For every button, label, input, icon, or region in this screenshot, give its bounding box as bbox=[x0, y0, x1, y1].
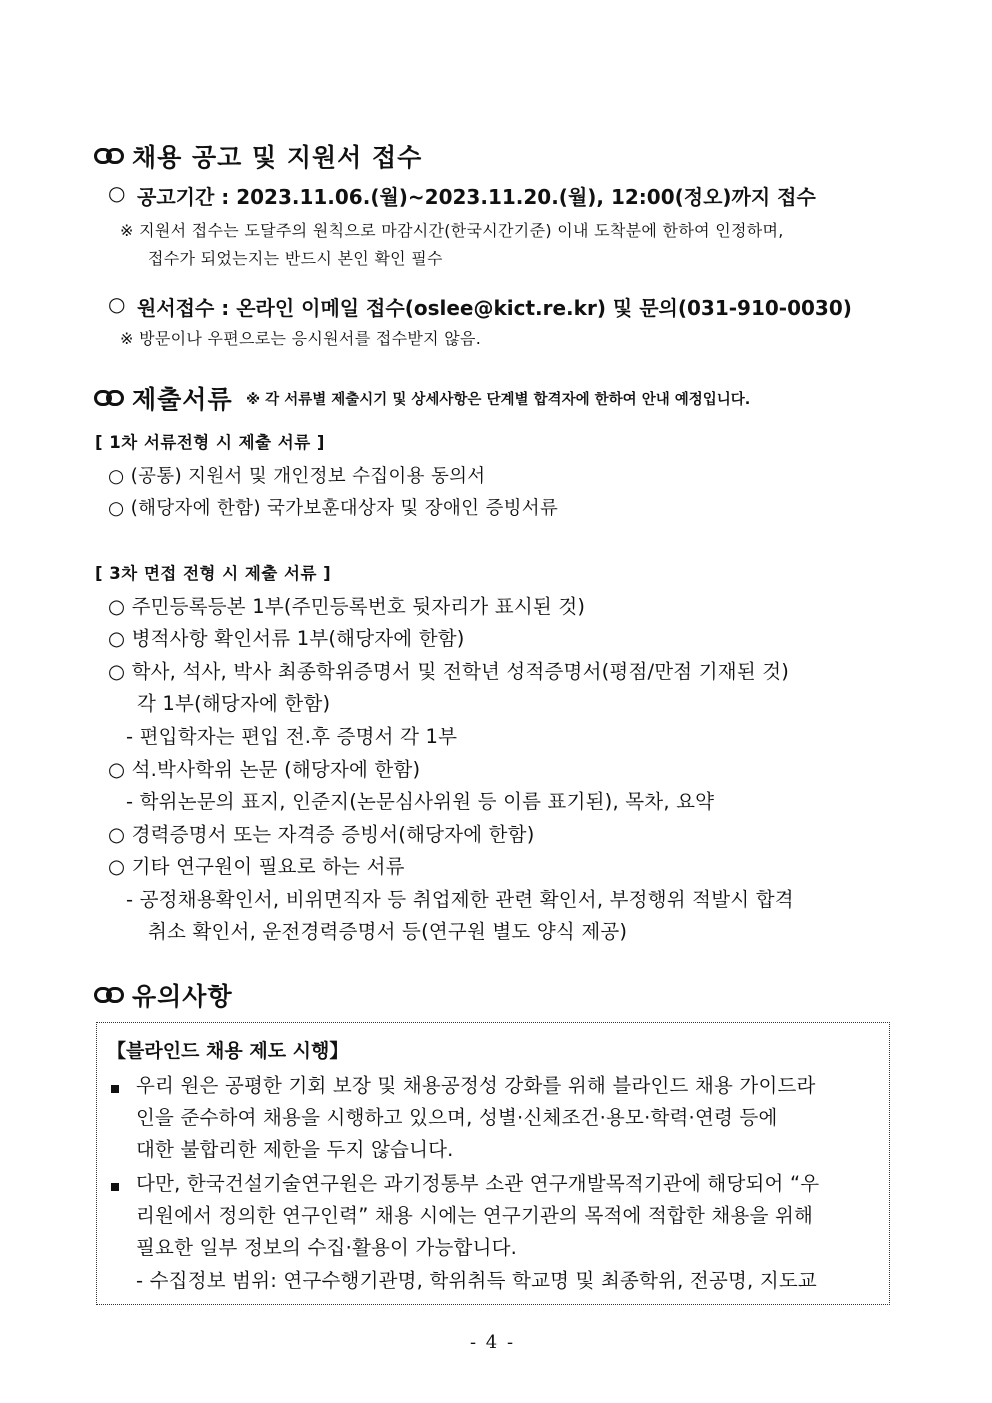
section-title: 유의사항 bbox=[132, 982, 233, 1011]
notice-box-title: 【블라인드 채용 제도 시행】 bbox=[107, 1040, 349, 1062]
list-item: ○ 석.박사학위 논문 (해당자에 한함) bbox=[108, 758, 421, 781]
list-item: ○ (공통) 지원서 및 개인정보 수집이용 동의서 bbox=[108, 466, 486, 487]
section-subtitle: ※ 각 서류별 제출시기 및 상세사항은 단계별 합격자에 한하여 안내 예정입니다. bbox=[246, 392, 751, 408]
bullet-circle: ○ bbox=[108, 181, 126, 205]
announcement-period: 공고기간 : 2023.11.06.(월)~2023.11.20.(월), 12:00(정오)까지 접수 bbox=[137, 185, 816, 209]
list-item-continuation: 각 1부(해당자에 한함) bbox=[137, 692, 331, 715]
notice-paragraph-line: - 수집정보 범위: 연구수행기관명, 학위취득 학교명 및 최종학위, 전공명, 지도교 bbox=[136, 1269, 817, 1292]
sub-item-continuation: 취소 확인서, 운전경력증명서 등(연구원 별도 양식 제공) bbox=[148, 920, 628, 943]
section-title: 채용 공고 및 지원서 접수 bbox=[132, 143, 423, 172]
note-text: 접수가 되었는지는 반드시 본인 확인 필수 bbox=[148, 249, 443, 268]
square-bullet-icon bbox=[111, 1080, 131, 1099]
group-title: [ 1차 서류전형 시 제출 서류 ] bbox=[95, 433, 325, 452]
link-icon bbox=[94, 987, 124, 1003]
sub-item: - 학위논문의 표지, 인준지(논문심사위원 등 이름 표기된), 목차, 요약 bbox=[126, 790, 715, 813]
link-icon bbox=[94, 390, 124, 406]
link-icon bbox=[94, 148, 124, 164]
sub-item: - 공정채용확인서, 비위면직자 등 취업제한 관련 확인서, 부정행위 적발시 합격 bbox=[126, 888, 794, 911]
application-method: 원서접수 : 온라인 이메일 접수(oslee@kict.re.kr) 및 문의(031-910-0030) bbox=[137, 296, 852, 320]
list-item: ○ 기타 연구원이 필요로 하는 서류 bbox=[108, 855, 405, 878]
section-title: 제출서류 bbox=[132, 385, 233, 414]
notice-paragraph-line: 우리 원은 공평한 기회 보장 및 채용공정성 강화를 위해 블라인드 채용 가이드라 bbox=[136, 1074, 816, 1097]
bullet-circle: ○ bbox=[108, 292, 126, 316]
list-item: ○ (해당자에 한함) 국가보훈대상자 및 장애인 증빙서류 bbox=[108, 498, 559, 519]
page-number: - 4 - bbox=[470, 1332, 516, 1353]
square-bullet-icon bbox=[111, 1178, 131, 1197]
list-item: ○ 주민등록등본 1부(주민등록번호 뒷자리가 표시된 것) bbox=[108, 595, 586, 618]
notice-paragraph-line: 필요한 일부 정보의 수집·활용이 가능합니다. bbox=[136, 1236, 518, 1259]
note-text: ※ 지원서 접수는 도달주의 원칙으로 마감시간(한국시간기준) 이내 도착분에 한하여 인정하며, bbox=[120, 221, 784, 240]
notice-box bbox=[96, 1022, 890, 1305]
notice-paragraph-line: 대한 불합리한 제한을 두지 않습니다. bbox=[136, 1138, 454, 1161]
notice-paragraph-line: 리원에서 정의한 연구인력” 채용 시에는 연구기관의 목적에 적합한 채용을 위해 bbox=[136, 1204, 814, 1227]
list-item: ○ 학사, 석사, 박사 최종학위증명서 및 전학년 성적증명서(평점/만점 기재된 것) bbox=[108, 660, 790, 683]
notice-paragraph-line: 인을 준수하여 채용을 시행하고 있으며, 성별·신체조건·용모·학력·연령 등에 bbox=[136, 1106, 778, 1129]
list-item: ○ 병적사항 확인서류 1부(해당자에 한함) bbox=[108, 627, 465, 650]
sub-item: - 편입학자는 편입 전.후 증명서 각 1부 bbox=[126, 725, 458, 748]
note-text: ※ 방문이나 우편으로는 응시원서를 접수받지 않음. bbox=[120, 329, 482, 348]
notice-paragraph-line: 다만, 한국건설기술연구원은 과기정통부 소관 연구개발목적기관에 해당되어 “우 bbox=[136, 1172, 820, 1195]
list-item: ○ 경력증명서 또는 자격증 증빙서(해당자에 한함) bbox=[108, 823, 535, 846]
group-title: [ 3차 면접 전형 시 제출 서류 ] bbox=[95, 564, 332, 583]
